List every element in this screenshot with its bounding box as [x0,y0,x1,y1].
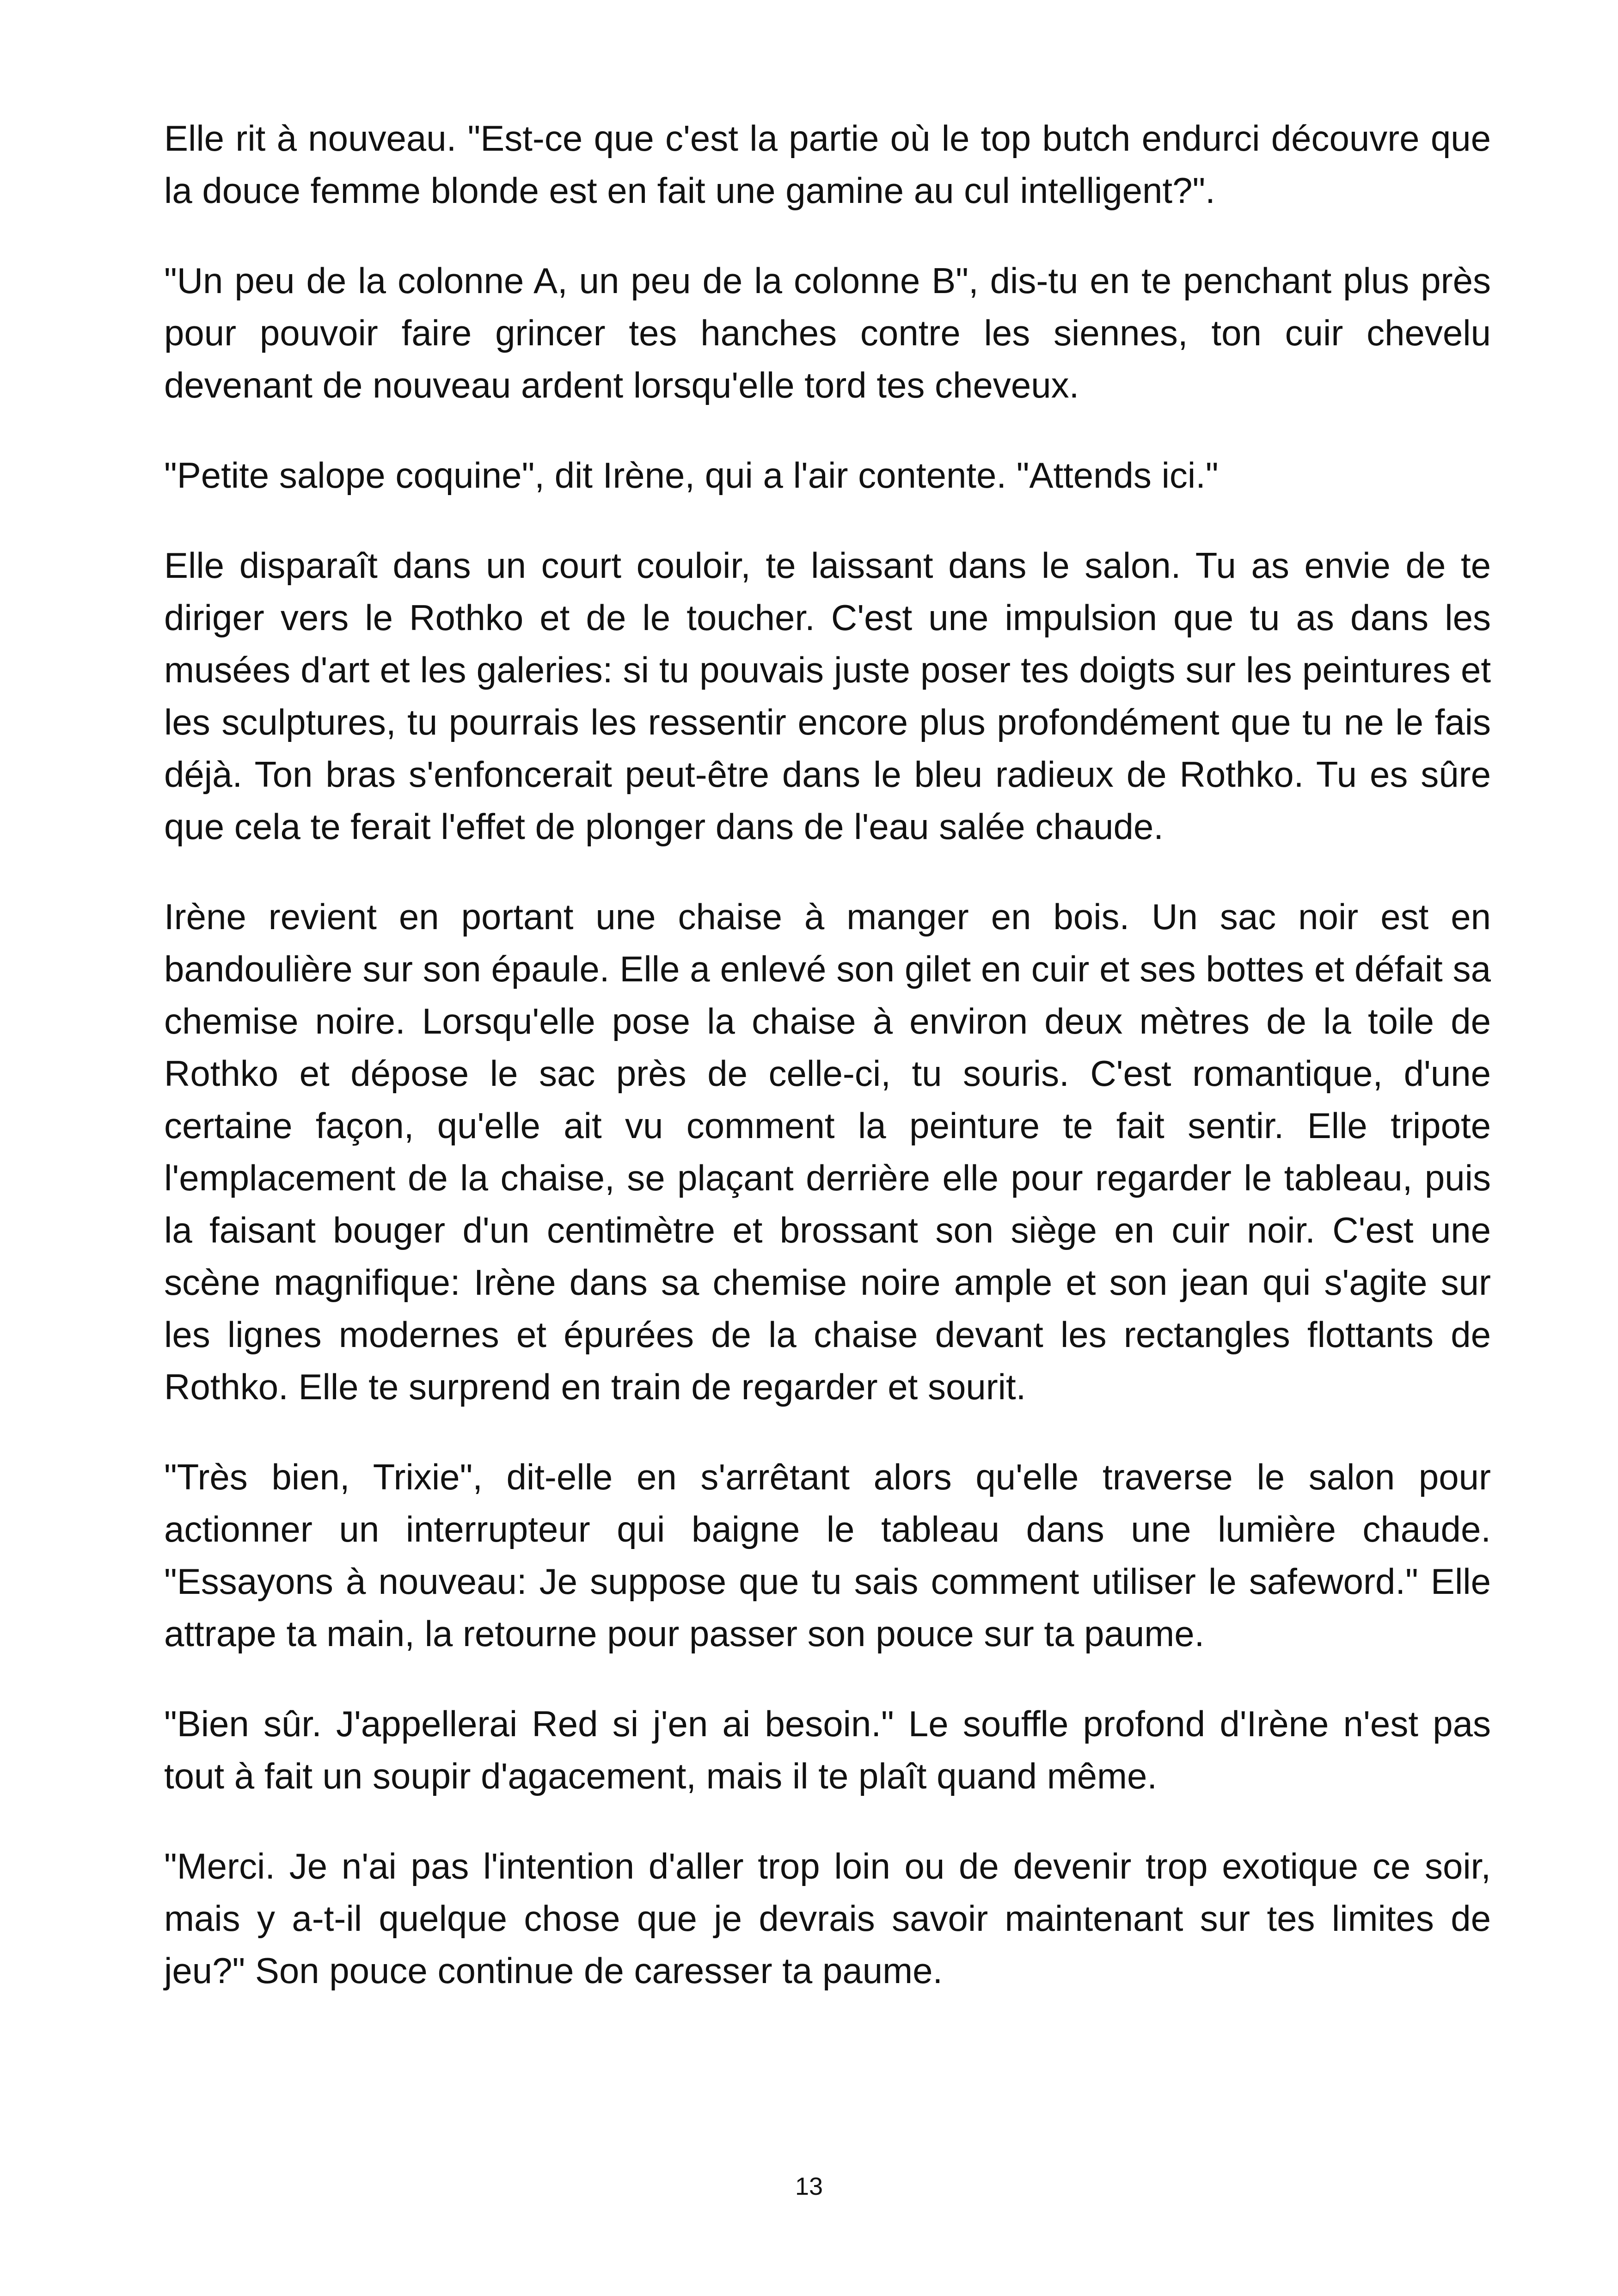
page-number: 13 [795,2173,823,2200]
paragraph-4: Elle disparaît dans un court couloir, te laissant dans le salon. Tu as envie de te diriger vers le Rothko et de le toucher. C'est une impulsion que tu as dans les musées d'art et les galeries: si tu pouvais juste poser tes doigts sur les peintures et les sculptures, tu pourrais les ressentir encore plus profondément que tu ne le fais déjà. Ton bras s'enfoncerait peut-être dans le bleu radieux de Rothko. Tu es sûre que cela te ferait l'effet de plonger dans de l'eau salée chaude. [164,545,1491,847]
paragraph-6: "Très bien, Trixie", dit-elle en s'arrêtant alors qu'elle traverse le salon pour actionner un interrupteur qui baigne le tableau dans une lumière chaude. "Essayons à nouveau: Je suppose que tu sais comment utiliser le safeword." Elle attrape ta main, la retourne pour passer son pouce sur ta paume. [164,1457,1491,1654]
paragraph-3: "Petite salope coquine", dit Irène, qui a l'air contente. "Attends ici." [164,455,1219,496]
paragraph-7: "Bien sûr. J'appellerai Red si j'en ai besoin." Le souffle profond d'Irène n'est pas tout à fait un soupir d'agacement, mais il te plaît quand même. [164,1703,1491,1796]
paragraph-2: "Un peu de la colonne A, un peu de la colonne B", dis-tu en te penchant plus près pour pouvoir faire grincer tes hanches contre les siennes, ton cuir chevelu devenant de nouveau ardent lorsqu'elle tord tes cheveux. [164,260,1491,405]
paragraph-5: Irène revient en portant une chaise à manger en bois. Un sac noir est en bandoulière sur son épaule. Elle a enlevé son gilet en cuir et ses bottes et défait sa chemise noire. Lorsqu'elle pose la chaise à environ deux mètres de la toile de Rothko et dépose le sac près de celle-ci, tu souris. C'est romantique, d'une certaine façon, qu'elle ait vu comment la peinture te fait sentir. Elle tripote l'emplacement de la chaise, se plaçant derrière elle pour regarder le tableau, puis la faisant bouger d'un centimètre et brossant son siège en cuir noir. C'est une scène magnifique: Irène dans sa chemise noire ample et son jean qui s'agite sur les lignes modernes et épurées de la chaise devant les rectangles flottants de Rothko. Elle te surprend en train de regarder et sourit. [164,896,1491,1407]
paragraph-1: Elle rit à nouveau. "Est-ce que c'est la partie où le top butch endurci découvre que la douce femme blonde est en fait une gamine au cul intelligent?". [164,118,1491,211]
body-text [164,112,1491,2035]
paragraph-8: "Merci. Je n'ai pas l'intention d'aller trop loin ou de devenir trop exotique ce soir, mais y a-t-il quelque chose que je devrais savoir maintenant sur tes limites de jeu?" Son pouce continue de caresser ta paume. [164,1846,1491,1991]
